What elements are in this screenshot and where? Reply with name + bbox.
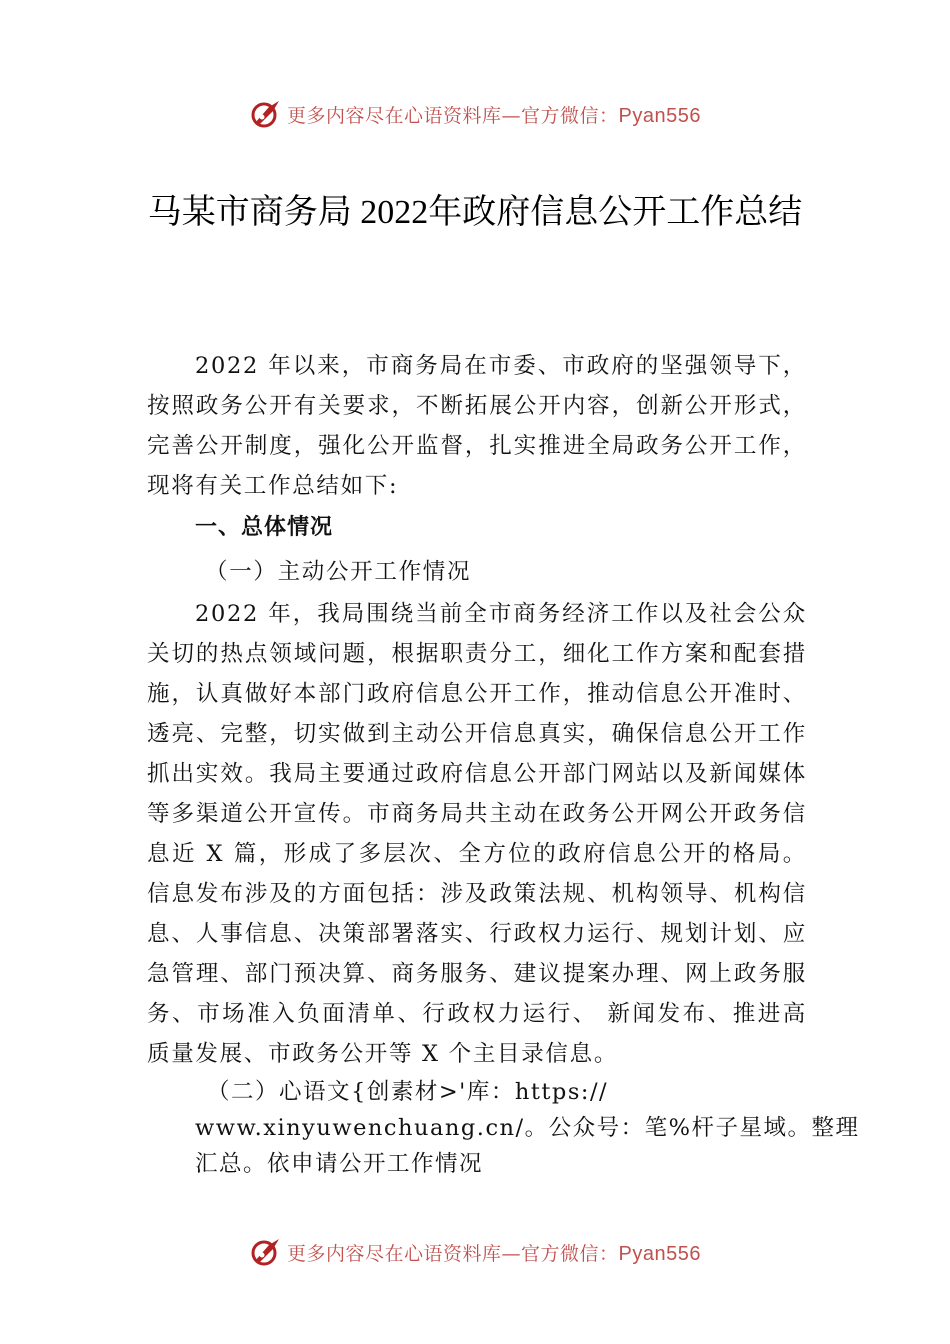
watermark-wechat: Pyan556	[618, 104, 701, 127]
watermark-text: 更多内容尽在心语资料库—官方微信：Pyan556	[287, 1242, 701, 1265]
watermark-text: 更多内容尽在心语资料库—官方微信：Pyan556	[287, 104, 701, 127]
subsection-heading-request: （二）心语文{创素材>'库：https:// www.xinyuwenchuang.cn/。公众号：笔%杆子星域。整理汇总。依申请公开工作情况	[195, 1079, 860, 1177]
watermark-wechat: Pyan556	[618, 1242, 701, 1265]
subsection-heading-proactive: （一）主动公开工作情况	[205, 559, 472, 585]
intro-paragraph: 2022 年以来，市商务局在市委、市政府的坚强领导下，按照政务公开有关要求，不断拓展公开内容，创新公开形式，完善公开制度，强化公开监督，扎实推进全局政务公开工作，现将有关工作总结如下:	[147, 353, 807, 499]
brush-pen-logo-icon	[249, 1235, 283, 1269]
document-title: 马某市商务局 2022年政府信息公开工作总结	[147, 194, 803, 231]
footer-watermark	[0, 1232, 950, 1272]
document-body	[147, 346, 860, 1182]
header-watermark	[0, 94, 950, 134]
proactive-disclosure-paragraph: 2022 年，我局围绕当前全市商务经济工作以及社会公众关切的热点领域问题，根据职责分工，细化工作方案和配套措施，认真做好本部门政府信息公开工作，推动信息公开准时、透亮、完整，切实做到主动公开信息真实，确保信息公开工作抓出实效。我局主要通过政府信息公开部门网站以及新闻媒体等多渠道公开宣传。市商务局共主动在政务公开网公开政务信息近 X 篇，形成了多层次、全方位的政府信息公开的格局。信息发布涉及的方面包括：涉及政策法规、机构领导、机构信息、人事信息、决策部署落实、行政权力运行、规划计划、应急管理、部门预决算、商务服务、建议提案办理、网上政务服务、市场准入负面清单、行政权力运行、 新闻发布、推进高质量发展、市政务公开等 X 个主目录信息。	[147, 601, 807, 1067]
brush-pen-logo-icon	[249, 97, 283, 131]
section-heading-overview: 一、总体情况	[195, 515, 334, 540]
